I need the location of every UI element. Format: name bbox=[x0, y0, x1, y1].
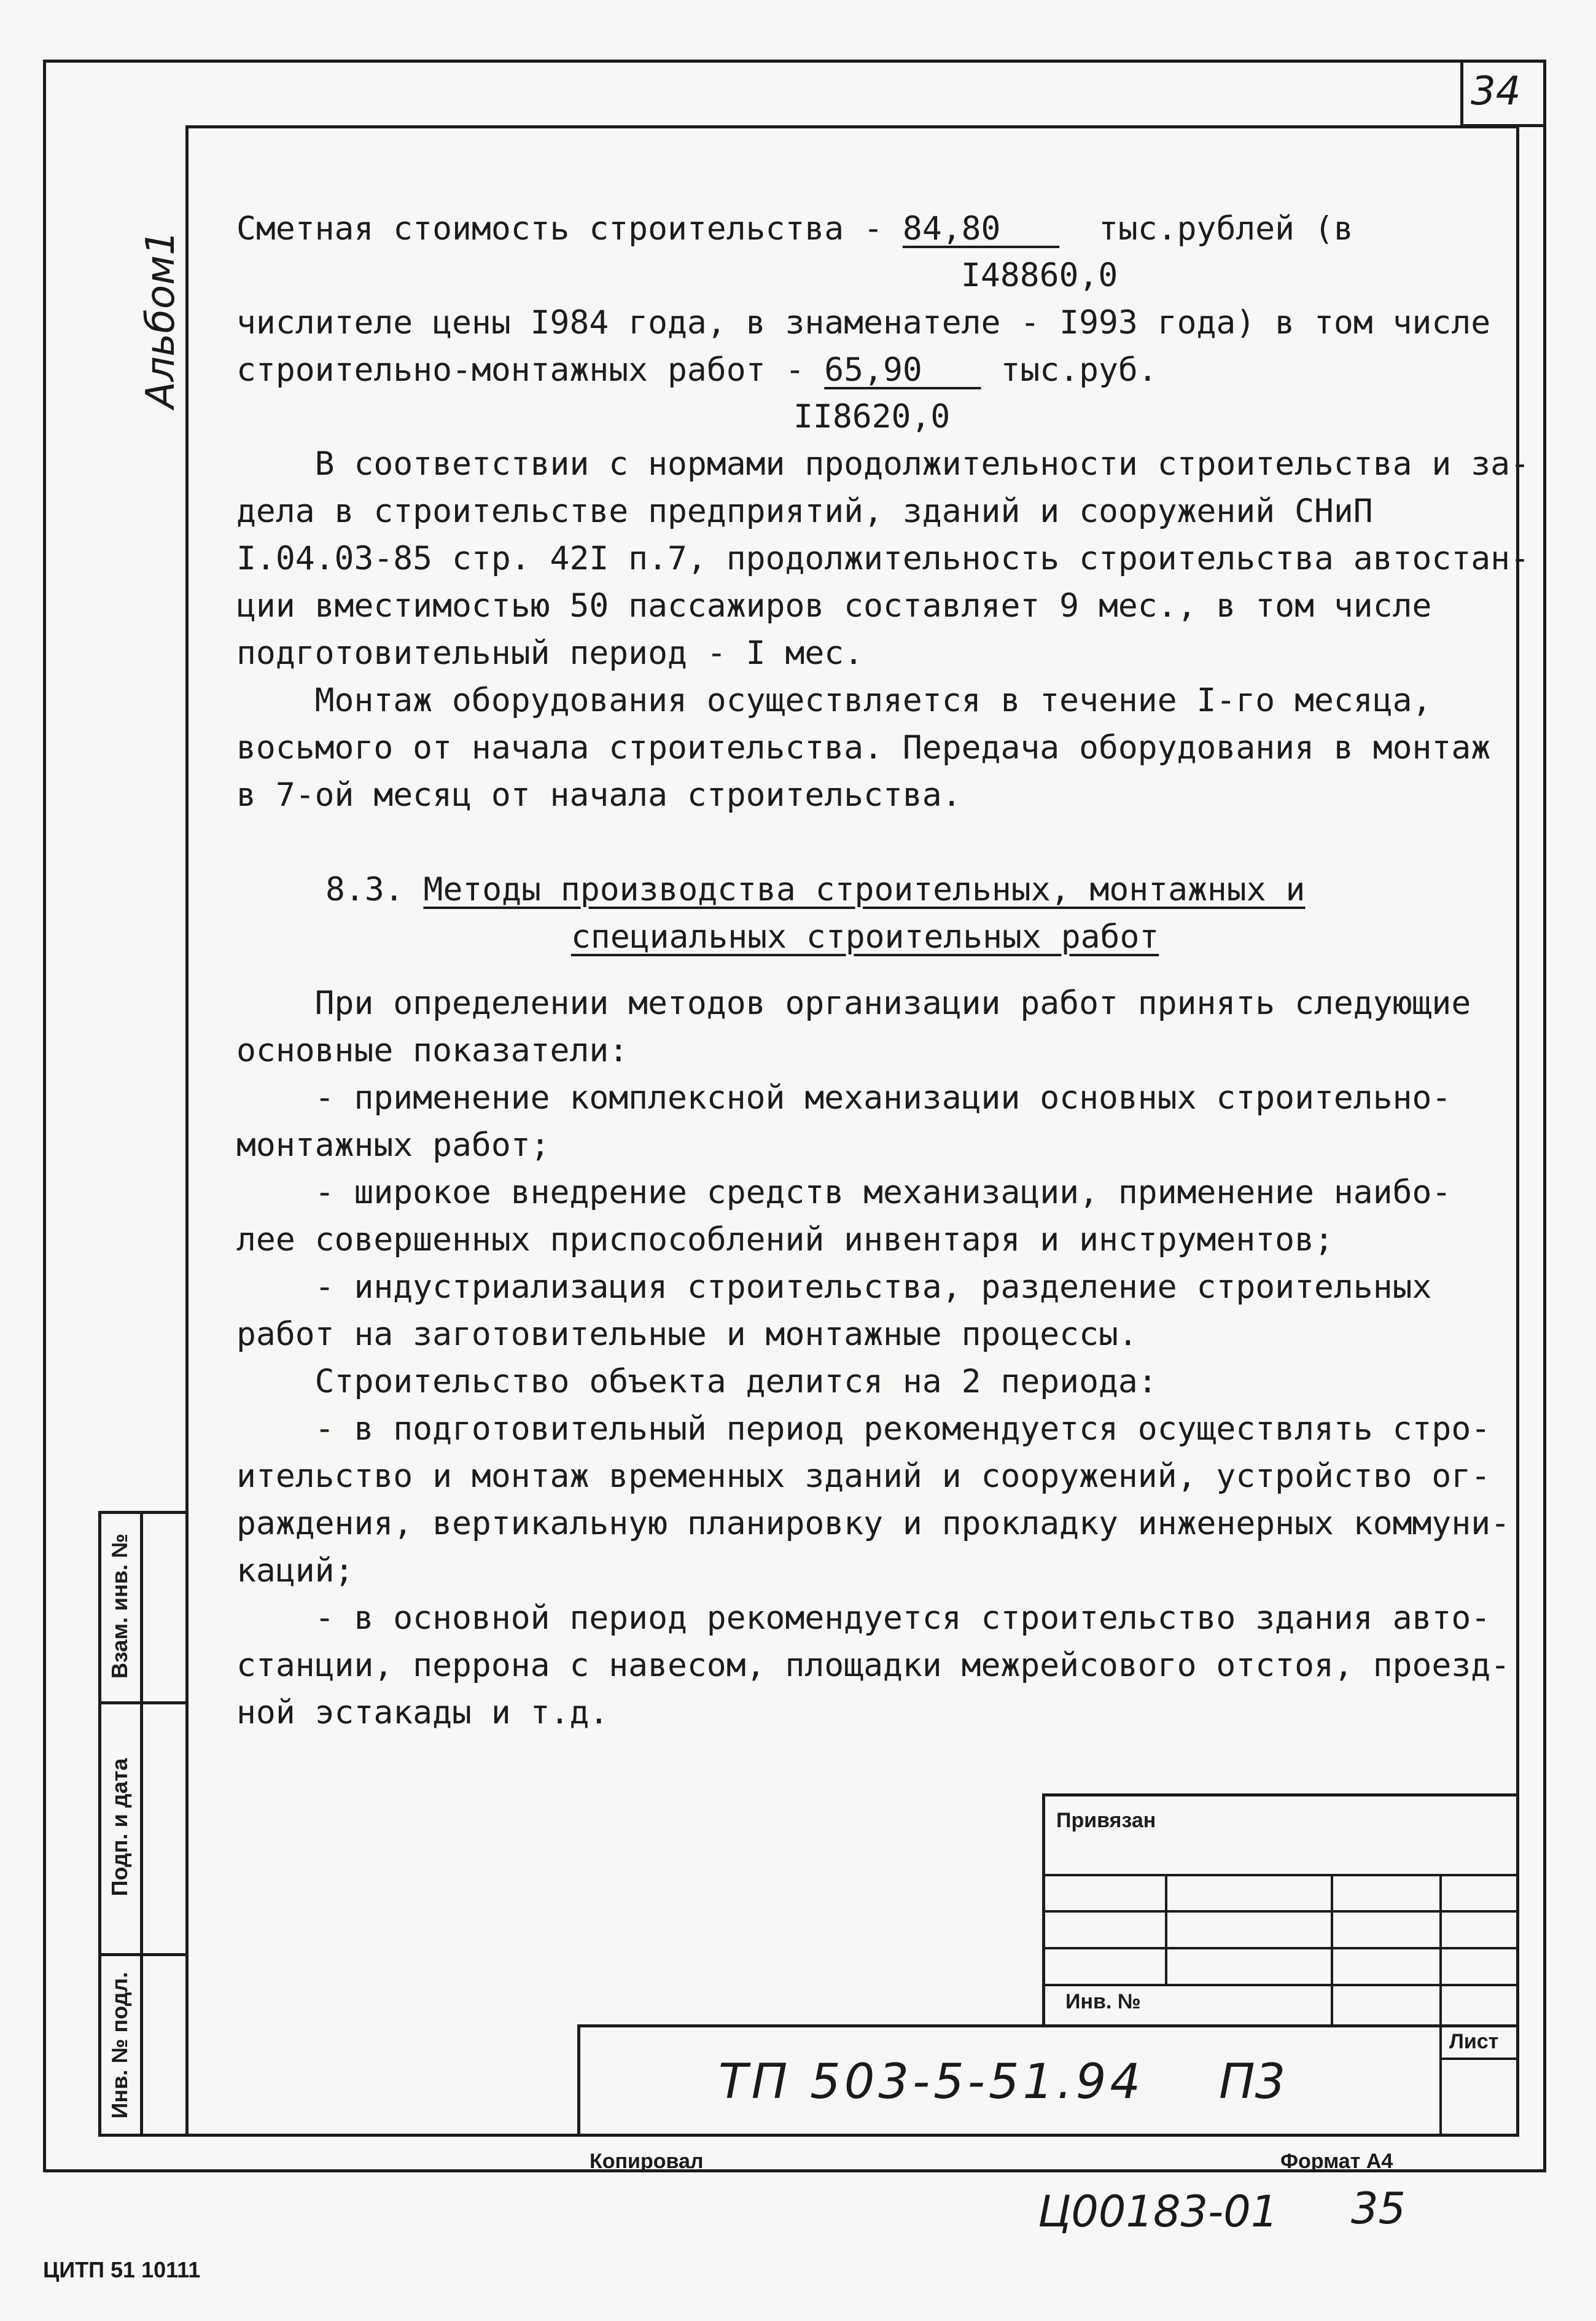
format-label: Формат А4 bbox=[1280, 2150, 1393, 2173]
para-mounting-2: восьмого от начала строительства. Передача оборудования в монтаж bbox=[236, 729, 1491, 767]
privyazan-col-1 bbox=[1165, 1874, 1167, 1984]
para-mounting-3: в 7-ой месяц от начала строительства. bbox=[236, 776, 962, 814]
para-methods-3: - применение комплексной механизации основных строительно- bbox=[236, 1079, 1452, 1117]
doc-code: ТП 503-5-51.94 bbox=[718, 2054, 1145, 2110]
para-methods-14: - в основной период рекомендуется строительство здания авто- bbox=[236, 1599, 1491, 1637]
para-methods-15: станции, перрона с навесом, площадки межрейсового отстоя, проезд- bbox=[236, 1647, 1511, 1684]
para-methods-2: основные показатели: bbox=[236, 1032, 629, 1069]
privyazan-col-3 bbox=[1439, 1874, 1442, 2026]
kopiroval-label: Копировал bbox=[590, 2150, 704, 2173]
section-number: 8.3. bbox=[325, 871, 424, 908]
archive-page: 35 bbox=[1351, 2183, 1406, 2234]
para-methods-12: раждения, вертикальную планировку и прокладку инженерных коммуни- bbox=[236, 1505, 1511, 1542]
page-number: 34 bbox=[1471, 69, 1521, 114]
list-col-divider bbox=[1439, 2024, 1442, 2137]
privyazan-row-3 bbox=[1042, 1947, 1519, 1949]
para-methods-10: - в подготовительный период рекомендуется осуществлять стро- bbox=[236, 1410, 1491, 1448]
privyazan-col-2 bbox=[1331, 1874, 1333, 2026]
estimate-denominator-2: II8620,0 bbox=[793, 398, 951, 435]
estimate-line-3: строительно-монтажных работ - 65,90 тыс.руб. bbox=[236, 351, 1158, 389]
side-stamp-divider-2 bbox=[98, 1953, 189, 1956]
publisher-stamp: ЦИТП 51 10111 bbox=[43, 2257, 201, 2282]
list-row-divider bbox=[1439, 2058, 1519, 2060]
para-duration-2: дела в строительстве предприятий, зданий и сооружений СНиП bbox=[236, 493, 1373, 530]
para-methods-16: ной эстакады и т.д. bbox=[236, 1694, 609, 1731]
inv-no-label: Инв. № bbox=[1065, 1990, 1141, 2013]
para-mounting-1: Монтаж оборудования осуществляется в течение I-го месяца, bbox=[236, 682, 1432, 719]
side-stamp-divider-1 bbox=[98, 1701, 189, 1704]
para-duration-1: В соответствии с нормами продолжительности строительства и за- bbox=[236, 445, 1530, 483]
para-methods-8: работ на заготовительные и монтажные процессы. bbox=[236, 1316, 1138, 1353]
list-label: Лист bbox=[1449, 2030, 1499, 2053]
para-methods-1: При определении методов организации работ принять следующие bbox=[236, 985, 1471, 1022]
para-duration-3: I.04.03-85 стр. 42I п.7, продолжительность строительства автостан- bbox=[236, 540, 1530, 577]
section-title-1: Методы производства строительных, монтажных и bbox=[423, 871, 1306, 908]
section-heading-line-2: специальных строительных работ bbox=[571, 918, 1159, 956]
privyazan-label: Привязан bbox=[1056, 1809, 1156, 1832]
para-duration-4: ции вместимостью 50 пассажиров составляет 9 мес., в том числе bbox=[236, 587, 1432, 625]
para-methods-9: Строительство объекта делится на 2 периода: bbox=[236, 1363, 1158, 1400]
para-methods-5: - широкое внедрение средств механизации, применение наибо- bbox=[236, 1174, 1452, 1211]
para-methods-13: каций; bbox=[236, 1552, 354, 1590]
side-stamp-divider-v bbox=[140, 1511, 143, 2137]
privyazan-row-4 bbox=[1042, 1984, 1519, 1986]
estimate-denominator-1: I48860,0 bbox=[961, 257, 1118, 294]
privyazan-row-2 bbox=[1042, 1910, 1519, 1913]
para-methods-6: лее совершенных приспособлений инвентаря и инструментов; bbox=[236, 1221, 1334, 1258]
para-duration-5: подготовительный период - I мес. bbox=[236, 634, 864, 672]
archive-code: Ц00183-01 bbox=[1038, 2186, 1279, 2237]
para-methods-11: ительство и монтаж временных зданий и сооружений, устройство ог- bbox=[236, 1457, 1491, 1495]
doc-part: П3 bbox=[1219, 2054, 1286, 2110]
para-methods-7: - индустриализация строительства, разделение строительных bbox=[236, 1268, 1432, 1306]
section-heading-line-1 bbox=[325, 866, 1305, 913]
para-methods-4: монтажных работ; bbox=[236, 1126, 550, 1164]
privyazan-row-1 bbox=[1042, 1874, 1519, 1876]
estimate-line-2: числителе цены I984 года, в знаменателе - I993 года) в том числе bbox=[236, 304, 1491, 341]
estimate-line-1: Сметная стоимость строительства - 84,80 тыс.рублей (в bbox=[236, 210, 1353, 248]
